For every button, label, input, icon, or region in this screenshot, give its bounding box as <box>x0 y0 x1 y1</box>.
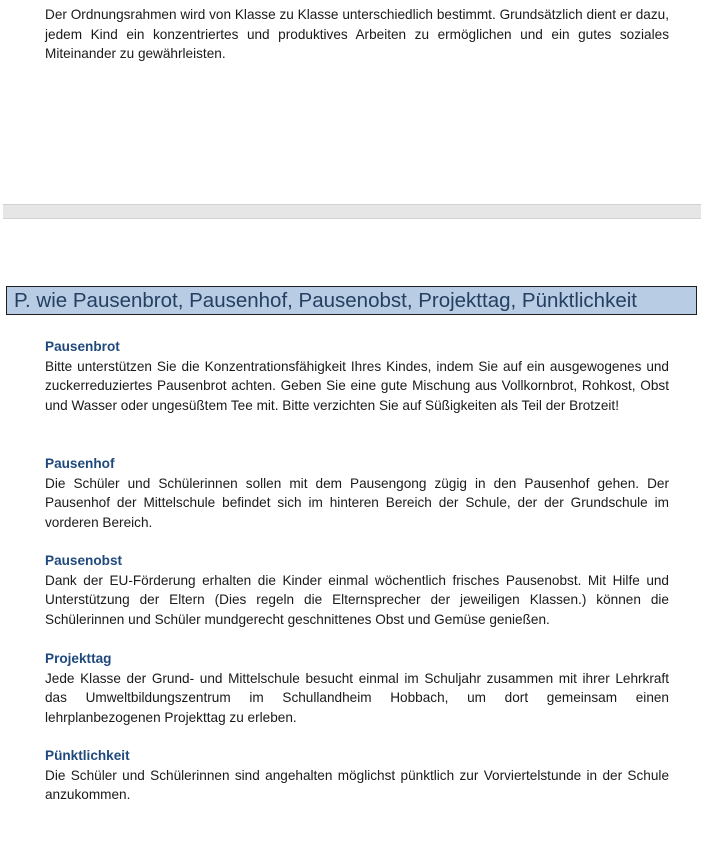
intro-paragraph: Der Ordnungsrahmen wird von Klasse zu Klasse unterschiedlich bestimmt. Grundsätzlich dient er dazu, jedem Kind ein konzentriertes und produktives Arbeiten zu ermöglichen und ein gutes soziales Miteinander zu gewährleisten. <box>45 7 669 61</box>
section-title: Pausenhof <box>45 456 115 471</box>
section-title: Pausenobst <box>45 553 123 568</box>
section-body: Dank der EU-Förderung erhalten die Kinder einmal wöchentlich frisches Pausenobst. Mit Hilfe und Unterstützung der Eltern (Dies regeln die Elternsprecher der jeweiligen Klassen.) können die Schülerinnen und Schüler mundgerecht geschnittenes Obst und Gemüse genießen. <box>45 572 669 627</box>
section-pausenhof <box>45 454 669 532</box>
section-body: Jede Klasse der Grund- und Mittelschule besucht einmal im Schuljahr zusammen mit ihrer Lehrkraft das Umweltbildungszentrum im Schullandheim Hobbach, um dort gemeinsam einen lehrplanbezogenen Projekttag zu erleben. <box>45 670 669 725</box>
section-projekttag <box>45 649 669 727</box>
section-pausenbrot <box>45 337 669 415</box>
section-title: Pausenbrot <box>45 339 120 354</box>
page-break-separator <box>3 204 701 219</box>
section-body: Die Schüler und Schülerinnen sollen mit dem Pausengong zügig in den Pausenhof gehen. Der Pausenhof der Mittelschule befindet sich im hinteren Bereich der Schule, der der Grundschule im vorderen Bereich. <box>45 475 669 530</box>
section-body: Die Schüler und Schülerinnen sind angehalten möglichst pünktlich zur Vorviertelstunde in der Schule anzukommen. <box>45 767 669 802</box>
section-body: Bitte unterstützen Sie die Konzentrationsfähigkeit Ihres Kindes, indem Sie auf ein ausgewogenes und zuckerreduziertes Pausenbrot achten. Geben Sie eine gute Mischung aus Vollkornbrot, Rohkost, Obst und Wasser oder ungesüßtem Tee mit. Bitte verzichten Sie auf Süßigkeiten als Teil der Brotzeit! <box>45 358 669 413</box>
section-title: Pünktlichkeit <box>45 748 130 763</box>
section-pausenobst <box>45 551 669 629</box>
section-title: Projekttag <box>45 651 112 666</box>
chapter-heading: P. wie Pausenbrot, Pausenhof, Pausenobst, Projekttag, Pünktlichkeit <box>6 286 697 315</box>
section-puenktlichkeit <box>45 746 669 805</box>
